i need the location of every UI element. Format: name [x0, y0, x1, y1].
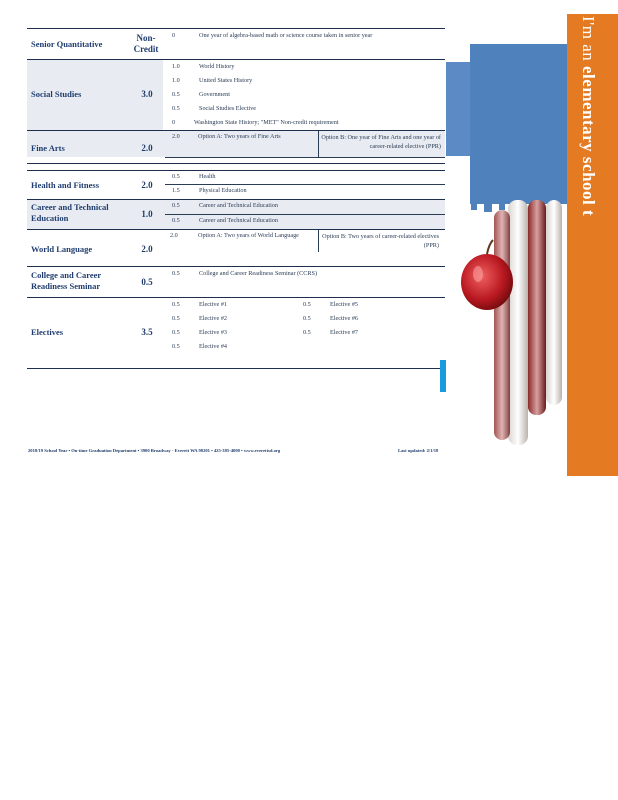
sidebar-vertical-title: I'm an elementary school t	[579, 16, 598, 217]
credit-value: 2.0	[141, 244, 153, 254]
graduation-requirements-table	[27, 28, 445, 369]
divider	[318, 230, 319, 252]
subject-label: Fine Arts	[31, 143, 65, 153]
row-social-studies: Social Studies 3.0 1.0 World History 1.0 United States History 0.5 Government 0.5 Social Studies Elective 0 Washington State History; "MET" Non-credit requirement	[27, 60, 445, 131]
subject-label: World Language	[31, 244, 93, 254]
subject-label: Senior Quantitative	[31, 39, 103, 49]
credit-value: 2.0	[141, 180, 153, 190]
credit-value: 0.5	[141, 277, 153, 287]
option-a: Option A: Two years of World Language	[198, 232, 299, 239]
subject-label: Health and Fitness	[31, 180, 100, 190]
credit-value: 2.0	[141, 143, 153, 153]
divider	[165, 184, 445, 185]
subject-label: College and Career Readiness Seminar	[31, 270, 102, 291]
option-b: Option B: One year of Fine Arts and one year of career-related elective (PPR)	[321, 134, 441, 150]
subject-label: Social Studies	[31, 89, 82, 99]
world-language-credit: 2.0	[170, 232, 178, 239]
credit-value: 3.0	[141, 89, 153, 99]
test-tubes-image	[460, 200, 567, 450]
fine-arts-credit: 2.0	[172, 133, 180, 140]
option-a: Option A: Two years of Fine Arts	[198, 133, 281, 140]
decor-blue-strip	[446, 62, 470, 156]
credit-value: Non-Credit	[133, 33, 159, 54]
row-electives: Electives 3.5 0.5 Elective #1 0.5 Elective #2 0.5 Elective #3 0.5 Elective #4 0.5 Elective #5 0.5 Elective #6 0.5 Elective #7	[27, 298, 445, 369]
credit-value: 3.5	[141, 327, 153, 337]
footer-last-updated: Last updated: 2/1/18	[398, 448, 439, 453]
subject-label: Career and Technical Education	[31, 202, 109, 223]
divider	[318, 131, 319, 157]
subject-label: Electives	[31, 327, 64, 337]
row-college-career-readiness: College and Career Readiness Seminar 0.5 0.5 College and Career Readiness Seminar (CCRS)	[27, 267, 445, 298]
row-world-language	[27, 230, 445, 267]
divider	[165, 214, 445, 215]
accent-blue-bar	[440, 360, 446, 392]
footer-info: 2018/19 School Year • On-time Graduation Department • 3900 Broadway - Everett WA 98201 • 425-385-4000 • www.everettsd.org	[28, 448, 281, 453]
credit-value: 1.0	[141, 209, 153, 219]
divider	[165, 157, 445, 158]
row-career-technical: Career and Technical Education 1.0 0.5 Career and Technical Education 0.5 Career and Technical Education	[27, 200, 445, 230]
row-health-fitness: Health and Fitness 2.0 0.5 Health 1.5 Physical Education	[27, 170, 445, 200]
option-b: Option B: Two years of career-related electives (PPR)	[322, 233, 439, 249]
row-fine-arts	[27, 131, 445, 164]
row-senior-quantitative: Senior Quantitative Non-Credit 0 One year of algebra-based math or science course taken in senior year	[27, 28, 445, 60]
decor-blue-block	[470, 44, 567, 204]
